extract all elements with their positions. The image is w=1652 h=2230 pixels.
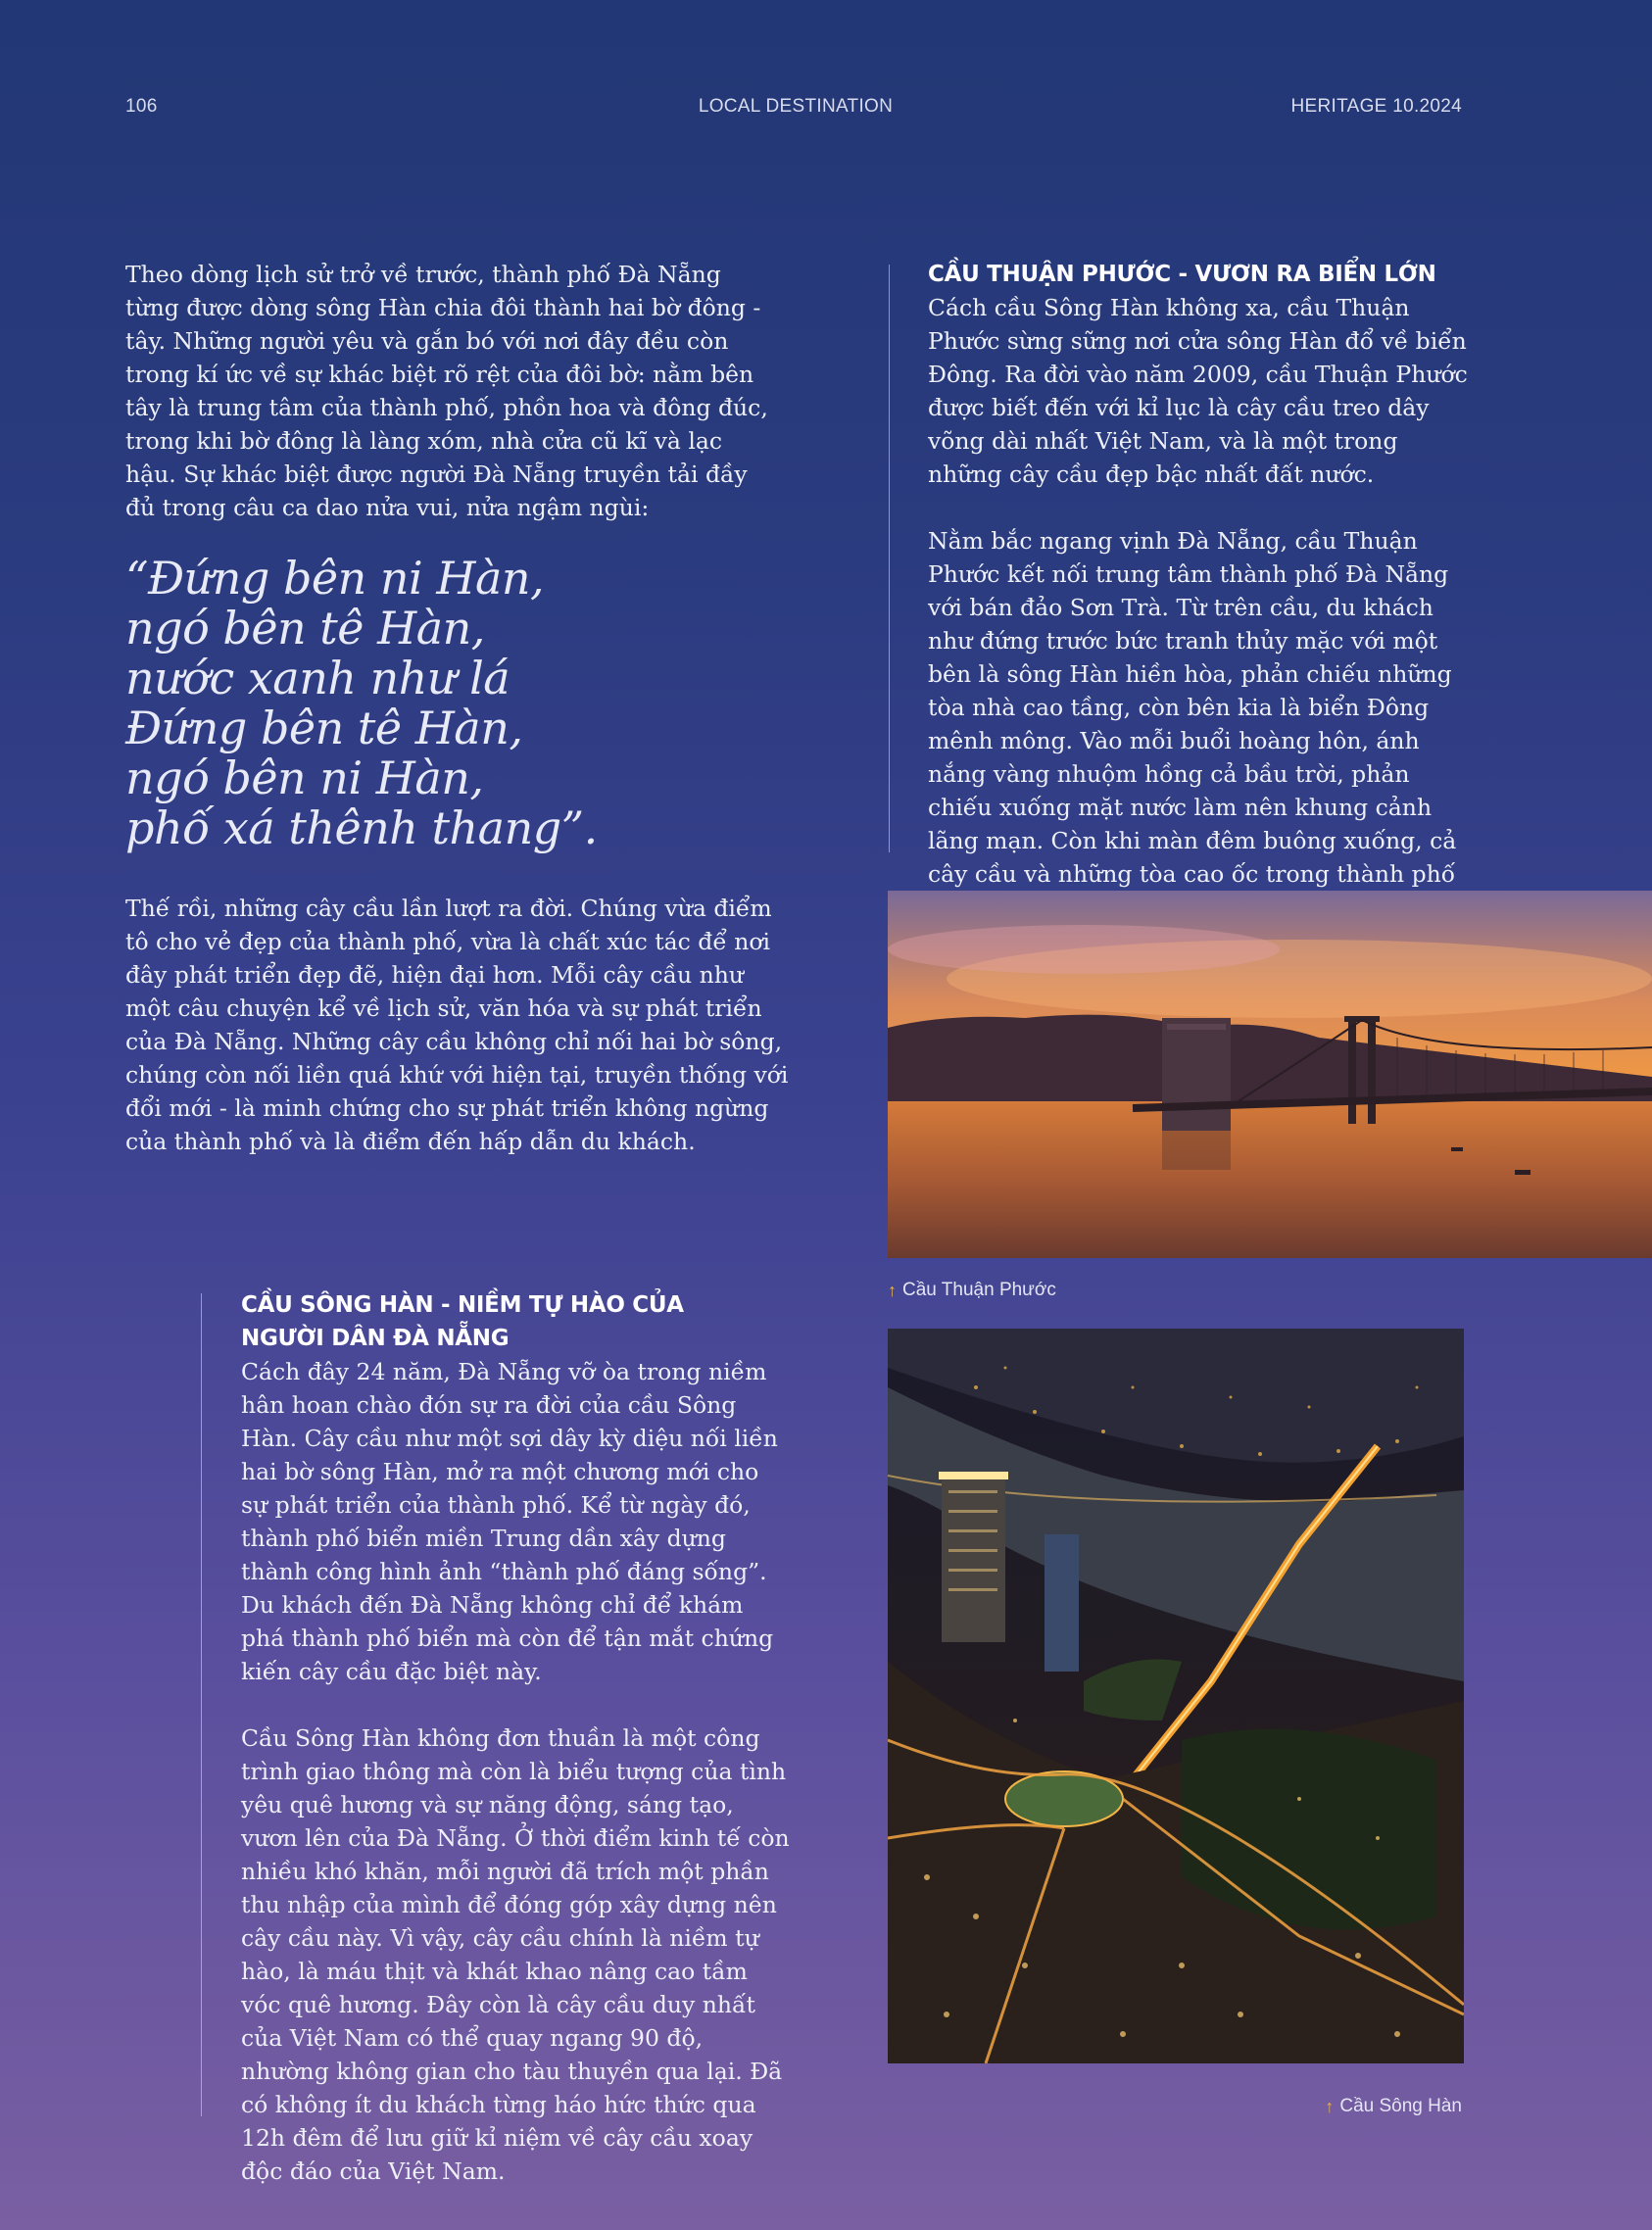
section-divider-line bbox=[201, 1293, 202, 2116]
section-divider-line bbox=[889, 265, 890, 852]
intro-text bbox=[125, 258, 772, 524]
quote-line: “Đứng bên ni Hàn, bbox=[125, 552, 545, 605]
arrow-up-icon: ↑ bbox=[1325, 2096, 1335, 2116]
caption-text: Cầu Thuận Phước bbox=[902, 1280, 1056, 1300]
page-number: 106 bbox=[125, 96, 158, 117]
intro-paragraph: Theo dòng lịch sử trở về trước, thành phố Đà Nẵng từng được dòng sông Hàn chia đôi thành hai bờ đông - tây. Những người yêu và gắn bó với nơi đây đều còn trong kí ức về sự khác biệt rõ rệt của đôi bờ: nằm bên tây là trung tâm của thành phố, phồn hoa và đông đúc, trong khi bờ đông là làng xóm, nhà cửa cũ kĩ và lạc hậu. Sự khác biệt được người Đà Nẵng truyền tải đầy đủ trong câu ca dao nửa vui, nửa ngậm ngùi: bbox=[125, 261, 768, 521]
section-song-han bbox=[241, 1288, 790, 2188]
quote-line: Đứng bên tê Hàn, bbox=[125, 702, 523, 754]
issue-label: HERITAGE 10.2024 bbox=[1290, 96, 1462, 117]
section-paragraph: Cách đây 24 năm, Đà Nẵng vỡ òa trong niềm hân hoan chào đón sự ra đời của cầu Sông Hàn. Cây cầu như một sợi dây kỳ diệu nối liền hai bờ sông Hàn, mở ra một chương mới cho sự phát triển của thành phố. Kể từ ngày đó, thành phố biển miền Trung dần xây dựng thành công hình ảnh “thành phố đáng sống”. Du khách đến Đà Nẵng không chỉ để khám phá thành phố biển mà còn để tận mắt chứng kiến cây cầu đặc biệt này. bbox=[241, 1358, 778, 1685]
quote-line: ngó bên ni Hàn, bbox=[125, 751, 484, 804]
thuan-phuoc-bridge-photo bbox=[888, 891, 1652, 1258]
section-paragraph: Nằm bắc ngang vịnh Đà Nẵng, cầu Thuận Phước kết nối trung tâm thành phố Đà Nẵng với bán đảo Sơn Trà. Từ trên cầu, du khách như đứng trước bức tranh thủy mặc với một bên là sông Hàn hiền hòa, phản chiếu những tòa nhà cao tầng, còn bên kia là biển Đông mênh mông. Vào mỗi buổi hoàng hôn, ánh nắng vàng nhuộm hồng cả bầu trời, phản chiếu xuống mặt nước làm nên khung cảnh lãng mạn. Còn khi màn đêm buông xuống, cả cây cầu và những tòa cao ốc trong thành phố bbox=[928, 527, 1457, 888]
bridges-intro-text bbox=[125, 892, 792, 1158]
quote-line: phố xá thênh thang”. bbox=[125, 801, 598, 854]
quote-line: nước xanh như lá bbox=[125, 652, 510, 704]
quote-line: ngó bên tê Hàn, bbox=[125, 602, 485, 654]
section-title bbox=[241, 1288, 790, 1355]
photo-caption-thuan-phuoc bbox=[888, 1280, 1056, 1301]
caption-text: Cầu Sông Hàn bbox=[1339, 2096, 1462, 2116]
section-label: LOCAL DESTINATION bbox=[698, 96, 894, 117]
photo-caption-song-han bbox=[1325, 2096, 1462, 2117]
section-title-line: NGƯỜI DÂN ĐÀ NẴNG bbox=[241, 1326, 510, 1351]
song-han-bridge-photo bbox=[888, 1329, 1464, 2063]
folk-verse-quote bbox=[125, 554, 772, 853]
section-paragraph: Cầu Sông Hàn không đơn thuần là một công trình giao thông mà còn là biểu tượng của tình yêu quê hương và sự năng động, sáng tạo, vươn lên của Đà Nẵng. Ở thời điểm kinh tế còn nhiều khó khăn, mỗi người đã trích một phần thu nhập của mình để đóng góp xây dựng nên cây cầu này. Vì vậy, cây cầu chính là niềm tự hào, là máu thịt và khát khao nâng cao tầm vóc quê hương. Đây còn là cây cầu duy nhất của Việt Nam có thể quay ngang 90 độ, nhường không gian cho tàu thuyền qua lại. Đã có không ít du khách từng háo hức thức qua 12h đêm để lưu giữ kỉ niệm về cây cầu xoay độc đáo của Việt Nam. bbox=[241, 1724, 790, 2185]
bridges-intro-paragraph: Thế rồi, những cây cầu lần lượt ra đời. Chúng vừa điểm tô cho vẻ đẹp của thành phố, vừa là chất xúc tác để nơi đây phát triển đẹp đẽ, hiện đại hơn. Mỗi cây cầu như một câu chuyện kể về lịch sử, văn hóa và sự phát triển của Đà Nẵng. Những cây cầu không chỉ nối hai bờ sông, chúng còn nối liền quá khứ với hiện tại, truyền thống với đổi mới - là minh chứng cho sự phát triển không ngừng của thành phố và là điểm đến hấp dẫn du khách. bbox=[125, 895, 789, 1155]
arrow-up-icon: ↑ bbox=[888, 1280, 897, 1300]
section-title: CẦU THUẬN PHƯỚC - VƯƠN RA BIỂN LỚN bbox=[928, 262, 1436, 287]
section-thuan-phuoc bbox=[928, 258, 1477, 924]
section-paragraph: Cách cầu Sông Hàn không xa, cầu Thuận Phước sừng sững nơi cửa sông Hàn đổ về biển Đông. Ra đời vào năm 2009, cầu Thuận Phước được biết đến với kỉ lục là cây cầu treo dây võng dài nhất Việt Nam, và là một trong những cây cầu đẹp bậc nhất đất nước. bbox=[928, 294, 1468, 488]
section-title-line: CẦU SÔNG HÀN - NIỀM TỰ HÀO CỦA bbox=[241, 1292, 684, 1318]
